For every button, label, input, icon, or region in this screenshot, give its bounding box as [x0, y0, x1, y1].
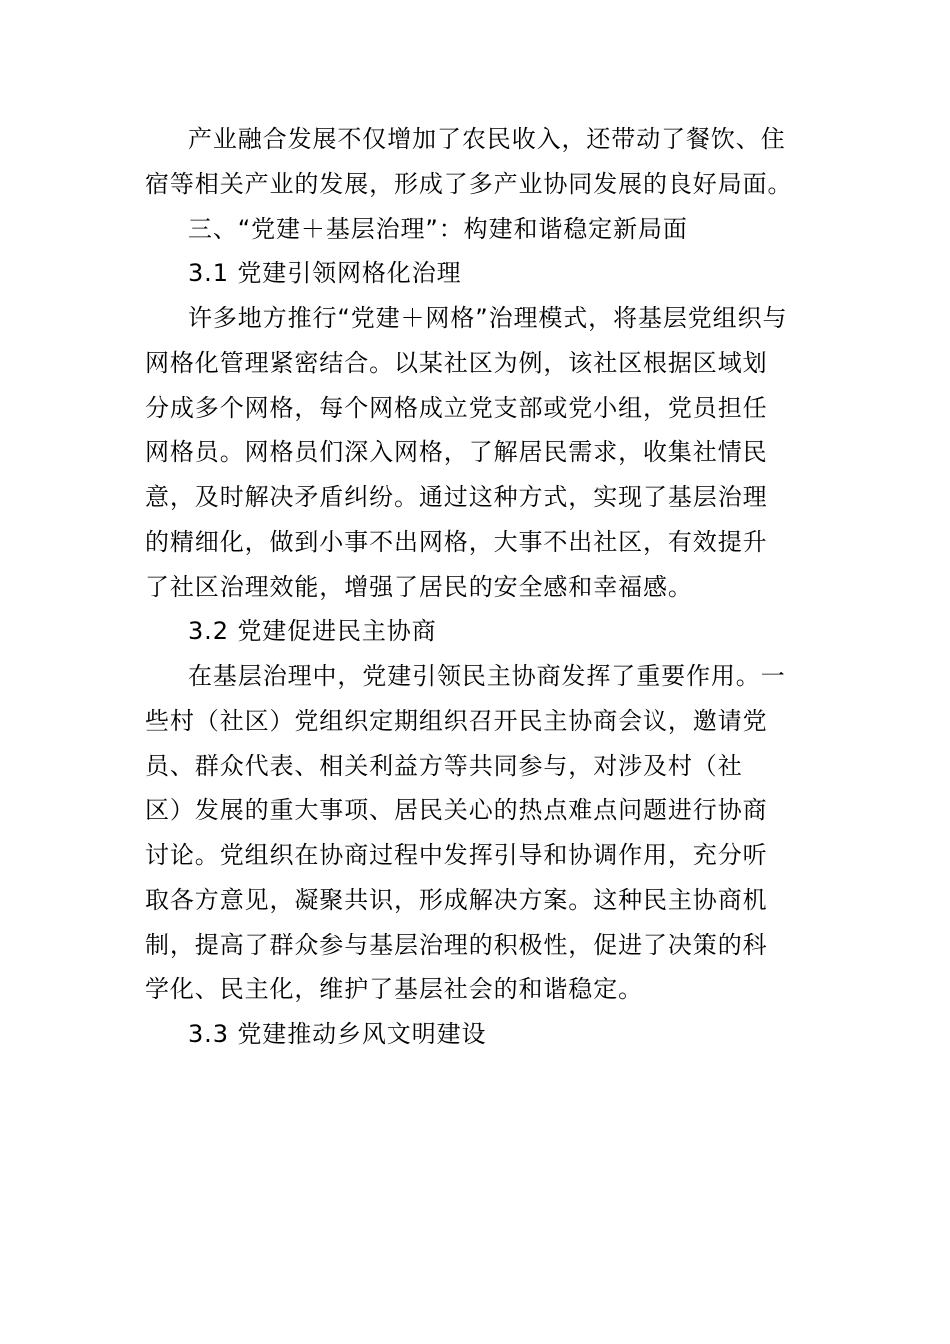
text-line: 宿等相关产业的发展，形成了多产业协同发展的良好局面。: [145, 170, 793, 198]
text-line: 网格员。网格员们深入网格，了解居民需求，收集社情民: [145, 438, 768, 466]
text-line: 些村（社区）党组织定期组织召开民主协商会议，邀请党: [145, 707, 768, 735]
subsection-heading: 3.3 党建推动乡风文明建设: [188, 1020, 487, 1048]
text-line: 的精细化，做到小事不出网格，大事不出社区，有效提升: [145, 528, 768, 556]
text-line: 取各方意见，凝聚共识，形成解决方案。这种民主协商机: [145, 886, 768, 914]
text-line: 学化、民主化，维护了基层社会的和谐稳定。: [145, 975, 643, 1003]
text-line: 产业融合发展不仅增加了农民收入，还带动了餐饮、住: [188, 125, 786, 153]
text-line: 了社区治理效能，增强了居民的安全感和幸福感。: [145, 573, 693, 601]
text-line: 讨论。党组织在协商过程中发挥引导和协调作用，充分听: [145, 841, 768, 869]
text-line: 区）发展的重大事项、居民关心的热点难点问题进行协商: [145, 796, 768, 824]
text-line: 许多地方推行“党建＋网格”治理模式，将基层党组织与: [188, 304, 788, 332]
section-heading: 三、“党建＋基层治理”：构建和谐稳定新局面: [188, 215, 688, 243]
text-line: 分成多个网格，每个网格成立党支部或党小组，党员担任: [145, 394, 768, 422]
text-line: 在基层治理中，党建引领民主协商发挥了重要作用。一: [188, 662, 786, 690]
text-line: 网格化管理紧密结合。以某社区为例，该社区根据区域划: [145, 349, 768, 377]
subsection-heading: 3.2 党建促进民主协商: [188, 617, 437, 645]
text-line: 员、群众代表、相关利益方等共同参与，对涉及村（社: [145, 752, 743, 780]
subsection-heading: 3.1 党建引领网格化治理: [188, 259, 462, 287]
text-line: 意，及时解决矛盾纠纷。通过这种方式，实现了基层治理: [145, 483, 768, 511]
text-line: 制，提高了群众参与基层治理的积极性，促进了决策的科: [145, 931, 768, 959]
